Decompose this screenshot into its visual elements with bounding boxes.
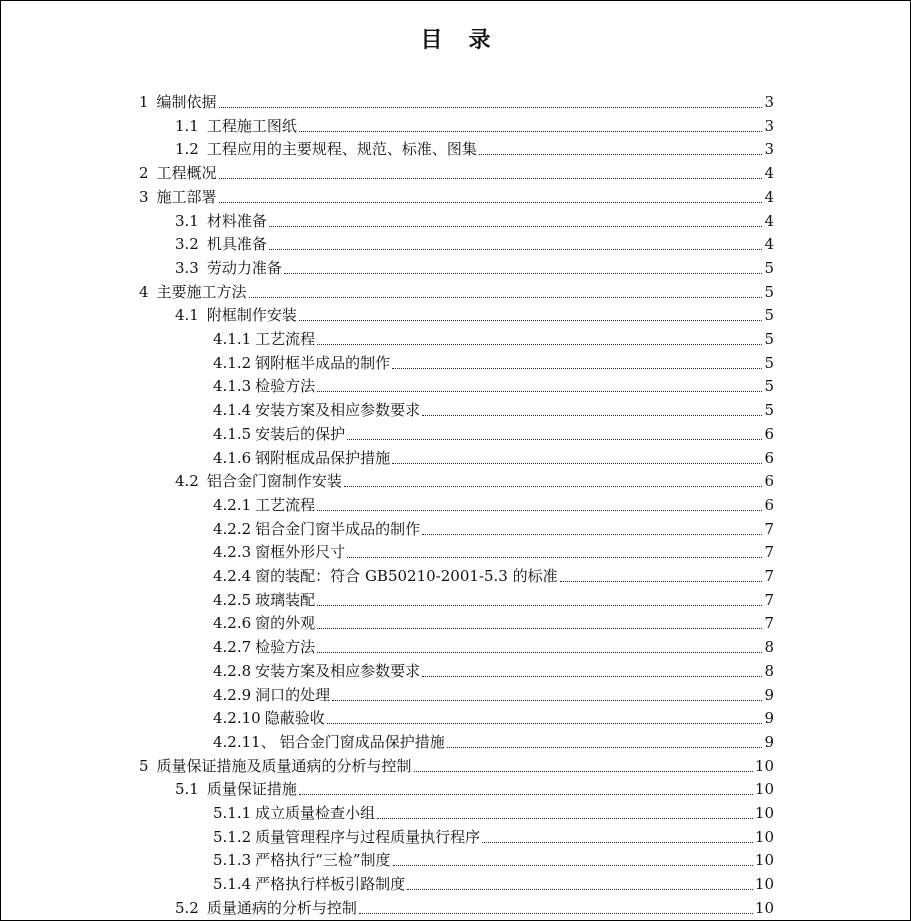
toc-entry-number: 4.1.3 <box>213 377 252 396</box>
toc-dot-leader <box>317 509 762 511</box>
toc-entry[interactable] <box>213 728 774 752</box>
toc-entry[interactable] <box>213 704 774 728</box>
toc-entry-title: 玻璃装配 <box>255 590 316 609</box>
toc-entry-title: 安装方案及相应参数要求 <box>255 661 421 680</box>
toc-page-number: 6 <box>764 495 774 514</box>
toc-entry-title: 钢附框半成品的制作 <box>255 353 391 372</box>
toc-entry[interactable] <box>213 609 774 633</box>
toc-page-number: 3 <box>764 140 774 159</box>
toc-page-number: 9 <box>764 709 774 728</box>
toc-entry-title: 施工部署 <box>156 187 217 206</box>
toc-entry[interactable] <box>213 799 774 823</box>
toc-entry-number: 4.2.7 <box>213 638 252 657</box>
toc-entry-number: 4.2.8 <box>213 661 252 680</box>
toc-entry-title: 安装方案及相应参数要求 <box>255 401 421 420</box>
toc-entry-title: 检验方法 <box>255 377 316 396</box>
toc-dot-leader <box>414 770 753 772</box>
toc-page-number: 4 <box>764 235 774 254</box>
toc-dot-leader <box>317 627 762 629</box>
toc-entry-title: 主要施工方法 <box>156 282 247 301</box>
toc-page-number: 10 <box>754 827 774 846</box>
toc-entry-number: 1.1 <box>175 116 199 135</box>
toc-dot-leader <box>219 201 763 203</box>
toc-entry-number: 5.1.3 <box>213 851 252 870</box>
toc-entry-title: 钢附框成品保护措施 <box>255 448 391 467</box>
toc-page-number: 5 <box>764 377 774 396</box>
toc-entry[interactable] <box>213 586 774 610</box>
toc-page-number: 10 <box>754 875 774 894</box>
toc-entry-number: 4.2 <box>175 472 199 491</box>
toc-dot-leader <box>299 793 753 795</box>
toc-entry[interactable] <box>213 538 774 562</box>
toc-entry-number: 1.2 <box>175 140 199 159</box>
toc-dot-leader <box>347 556 762 558</box>
toc-entry[interactable] <box>175 230 774 254</box>
toc-entry-number: 3.1 <box>175 211 199 230</box>
toc-entry-title: 工程应用的主要规程、规范、标准、图集 <box>206 140 477 159</box>
toc-entry[interactable] <box>175 135 774 159</box>
toc-entry-title: 铝合金门窗半成品的制作 <box>255 519 421 538</box>
toc-entry-number: 5 <box>139 756 149 775</box>
toc-dot-leader <box>560 580 763 582</box>
toc-entry-title: 严格执行“三检”制度 <box>255 851 391 870</box>
toc-dot-leader <box>377 817 753 819</box>
toc-dot-leader <box>317 651 762 653</box>
toc-entry[interactable] <box>213 420 774 444</box>
toc-dot-leader <box>249 296 763 298</box>
toc-entry-title: 材料准备 <box>206 211 267 230</box>
toc-entry-title: 工程概况 <box>156 164 217 183</box>
toc-page-number: 5 <box>764 282 774 301</box>
toc-dot-leader <box>299 130 763 132</box>
toc-dot-leader <box>479 153 763 155</box>
toc-entry-title: 窗的装配：符合 GB50210-2001-5.3 的标准 <box>255 567 558 585</box>
toc-entry-number: 3.2 <box>175 235 199 254</box>
toc-page-number: 5 <box>764 258 774 277</box>
toc-entry-number: 5.1.4 <box>213 875 252 894</box>
toc-entry-number: 4.2.4 <box>213 567 252 585</box>
toc-dot-leader <box>392 367 762 369</box>
toc-entry-number: 2 <box>139 164 149 183</box>
toc-entry-title: 铝合金门窗成品保护措施 <box>279 732 445 751</box>
toc-entry-title: 铝合金门窗制作安装 <box>206 472 342 491</box>
toc-dot-leader <box>347 438 762 440</box>
toc-entry-number: 4.2.2 <box>213 519 252 538</box>
toc-entry-title: 机具准备 <box>206 235 267 254</box>
toc-entry-number: 4.1.2 <box>213 353 252 372</box>
toc-entry-title: 工程施工图纸 <box>206 116 297 135</box>
toc-entry-number: 4.1.1 <box>213 330 252 348</box>
toc-entry[interactable] <box>175 207 774 231</box>
toc-page-number: 9 <box>764 732 774 751</box>
toc-dot-leader <box>359 912 753 914</box>
toc-entry-number: 5.1 <box>175 780 199 799</box>
toc-entry[interactable] <box>175 301 774 325</box>
toc-entry-number: 4.2.9 <box>213 685 252 704</box>
toc-entry-title: 窗框外形尺寸 <box>255 543 346 562</box>
toc-dot-leader <box>219 177 763 179</box>
toc-entry-title: 窗的外观 <box>255 614 316 633</box>
toc-entry-title: 严格执行样板引路制度 <box>255 875 406 894</box>
toc-entry-number: 5.1.2 <box>213 827 252 846</box>
toc-entry-number: 4.1.5 <box>213 424 252 443</box>
toc-entry[interactable] <box>139 278 774 302</box>
toc-page-number: 3 <box>764 116 774 135</box>
toc-entry-title: 成立质量检查小组 <box>255 804 376 822</box>
toc-dot-leader <box>344 485 763 487</box>
toc-page-number: 5 <box>764 330 774 348</box>
toc-entry[interactable] <box>175 254 774 278</box>
toc-entry[interactable] <box>213 562 774 586</box>
toc-entry-title: 质量管理程序与过程质量执行程序 <box>255 827 481 846</box>
toc-page-number: 6 <box>764 448 774 467</box>
toc-page-number: 7 <box>764 543 774 562</box>
toc-dot-leader <box>332 699 762 701</box>
toc-entry[interactable] <box>213 870 774 894</box>
toc-entry[interactable] <box>213 515 774 539</box>
toc-entry[interactable] <box>213 657 774 681</box>
toc-entry-title: 洞口的处理 <box>255 685 331 704</box>
toc-entry[interactable] <box>139 752 774 776</box>
toc-entry[interactable] <box>175 894 774 918</box>
toc-dot-leader <box>269 248 763 250</box>
toc-page-number: 8 <box>764 638 774 657</box>
toc-entry[interactable] <box>213 846 774 870</box>
toc-entry[interactable] <box>175 775 774 799</box>
toc-entry-title: 检验方法 <box>255 638 316 657</box>
toc-entry[interactable] <box>213 372 774 396</box>
page-title: 目录 <box>420 27 517 53</box>
toc-entry-number: 1 <box>139 93 149 111</box>
toc-dot-leader <box>317 343 762 345</box>
toc-entry-number: 4.2.5 <box>213 590 252 609</box>
toc-page-number: 7 <box>764 519 774 538</box>
toc-page-number: 4 <box>764 187 774 206</box>
toc-page-number: 6 <box>764 472 774 491</box>
toc-dot-leader <box>317 390 762 392</box>
toc-dot-leader <box>422 675 762 677</box>
toc-dot-leader <box>317 604 762 606</box>
toc-entry-title: 工艺流程 <box>255 495 316 514</box>
toc-entry-title: 隐蔽验收 <box>264 709 325 728</box>
toc-entry[interactable] <box>213 491 774 515</box>
toc-page-number: 10 <box>754 756 774 775</box>
toc-page-number: 7 <box>764 614 774 633</box>
toc-dot-leader <box>392 462 762 464</box>
toc-dot-leader <box>393 864 753 866</box>
toc-entry-title: 安装后的保护 <box>255 424 346 443</box>
toc-entry-title: 附框制作安装 <box>206 306 297 325</box>
toc-entry[interactable] <box>213 396 774 420</box>
toc-entry-number: 4.1.4 <box>213 401 252 420</box>
toc-entry[interactable] <box>213 349 774 373</box>
toc-entry-number: 4.1.6 <box>213 448 252 467</box>
toc-dot-leader <box>482 841 753 843</box>
toc-entry[interactable] <box>175 467 774 491</box>
toc-entry-number: 4.1 <box>175 306 199 325</box>
toc-page-number: 10 <box>754 804 774 822</box>
toc-page-number: 7 <box>764 567 774 585</box>
toc-page-number: 8 <box>764 661 774 680</box>
toc-dot-leader <box>422 533 762 535</box>
toc-entry-title: 质量保证措施 <box>206 780 297 799</box>
toc-entry[interactable] <box>213 444 774 468</box>
toc-entry-number: 4.2.11、 <box>213 732 276 751</box>
toc-entry-number: 4.2.10 <box>213 709 261 728</box>
toc-entry-number: 5.1.1 <box>213 804 252 822</box>
toc-entry-number: 4.2.3 <box>213 543 252 562</box>
toc-page-number: 10 <box>754 851 774 870</box>
toc-entry-title: 工艺流程 <box>255 330 316 348</box>
toc-dot-leader <box>299 319 763 321</box>
toc-entry[interactable] <box>213 325 774 349</box>
toc-entry[interactable] <box>213 633 774 657</box>
toc-entry-number: 3 <box>139 187 149 206</box>
toc-page-number: 4 <box>764 164 774 183</box>
toc-entry[interactable] <box>213 681 774 705</box>
toc-entry-title: 劳动力准备 <box>206 258 282 277</box>
toc-entry-title: 质量保证措施及质量通病的分析与控制 <box>156 756 412 775</box>
toc-entry-number: 4 <box>139 282 149 301</box>
toc-page-number: 5 <box>764 353 774 372</box>
toc-dot-leader <box>407 888 753 890</box>
toc-entry[interactable] <box>139 88 774 112</box>
toc-page-number: 6 <box>764 424 774 443</box>
toc-entry-number: 4.2.6 <box>213 614 252 633</box>
toc-entry-title: 编制依据 <box>156 93 217 111</box>
toc-page-number: 9 <box>764 685 774 704</box>
toc-dot-leader <box>327 722 763 724</box>
toc-entry-number: 4.2.1 <box>213 495 252 514</box>
toc-entry-title: 质量通病的分析与控制 <box>206 898 357 917</box>
toc-dot-leader <box>422 414 762 416</box>
toc-page-number: 10 <box>754 898 774 917</box>
toc-entry-number: 3.3 <box>175 258 199 277</box>
toc-entry[interactable] <box>213 823 774 847</box>
toc-entry[interactable] <box>139 159 774 183</box>
toc-page-number: 4 <box>764 211 774 230</box>
toc-dot-leader <box>269 225 763 227</box>
toc-dot-leader <box>219 106 763 108</box>
toc-entry-number: 5.2 <box>175 898 199 917</box>
toc-page-number: 7 <box>764 590 774 609</box>
toc-entry[interactable] <box>139 183 774 207</box>
toc-entry[interactable] <box>175 112 774 136</box>
toc-page-number: 5 <box>764 401 774 420</box>
toc-page-number: 10 <box>754 780 774 799</box>
toc-dot-leader <box>284 272 763 274</box>
toc-page-number: 3 <box>764 93 774 111</box>
toc-page-number: 5 <box>764 306 774 325</box>
toc-dot-leader <box>447 746 763 748</box>
